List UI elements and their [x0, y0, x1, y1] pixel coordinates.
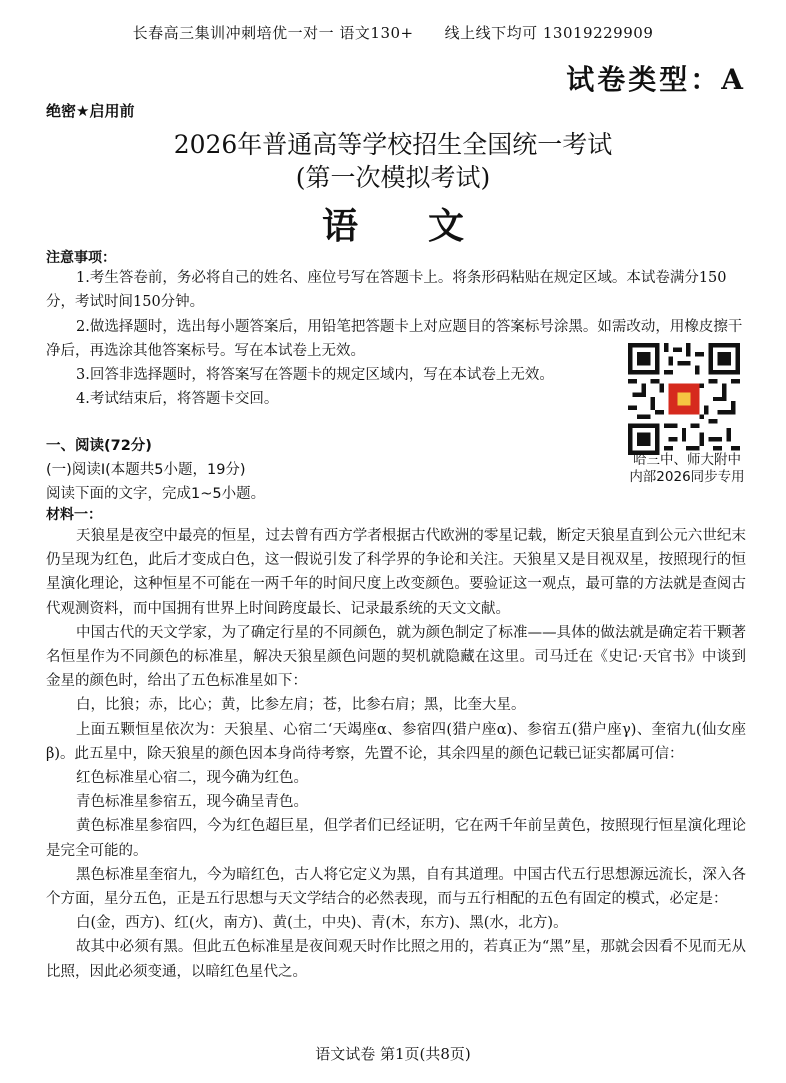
paragraph: 天狼星是夜空中最亮的恒星，过去曾有西方学者根据古代欧洲的零星记载，断定天狼星直到公元六世纪末仍呈现为红色，此后才变成白色，这一假说引发了科学界的争论和关注。天狼星又是目视双星，按照现行的恒星演化理论，这种恒星不可能在一两千年的时间尺度上改变颜色。要验证这一观点，最可靠的方法就是查阅古代观测资料，而中国拥有世界上时间跨度最长、记录最系统的天文文献。	[46, 528, 746, 617]
qr-caption	[612, 452, 762, 486]
material-label: 材料一：	[46, 507, 102, 523]
exam-title: 2026年普通高等学校招生全国统一考试	[173, 130, 613, 159]
paragraph: 红色标准星心宿二，现今确为红色。	[76, 770, 308, 787]
instruction: 阅读下面的文字，完成1~5小题。	[46, 486, 266, 502]
subject-title: 语文	[321, 205, 534, 247]
notice-item: 2.做选择题时，选出每小题答案后，用铅笔把答题卡上对应题目的答案标号涂黑。如需改动，用橡皮擦干净后，再选涂其他答案标号。写在本试卷上无效。	[46, 319, 743, 359]
paragraph: 白(金，西方)、红(火，南方)、黄(土，中央)、青(木，东方)、黑(水，北方)。	[76, 915, 568, 932]
paper-type-label: 试卷类型：A	[566, 63, 746, 96]
qr-caption-line: 内部2026同步专用	[629, 469, 745, 485]
paragraph: 青色标准星参宿五，现今确呈青色。	[76, 794, 308, 811]
paragraph: 黄色标准星参宿四，今为红色超巨星，但学者们已经证明，它在两千年前呈黄色，按照现行恒星演化理论是完全可能的。	[46, 818, 746, 859]
notice-item: 3.回答非选择题时，将答案写在答题卡的规定区域内，写在本试卷上无效。	[76, 367, 554, 383]
paragraph: 故其中必须有黑。但此五色标准星是夜间观天时作比照之用的，若真正为“黑”星，那就会因看不见而无从比照，因此必须变通，以暗红色星代之。	[46, 939, 746, 980]
article-body	[46, 524, 746, 984]
top-banner: 长春高三集训冲刺培优一对一 语文130+ 线上线下均可 13019229909	[132, 24, 654, 42]
qr-code	[628, 343, 740, 455]
paragraph: 白，比狼；赤，比心；黄，比参左肩；苍，比参右肩；黑，比奎大星。	[76, 697, 526, 714]
paragraph: 上面五颗恒星依次为：天狼星、心宿二‘天竭座α、参宿四(猎户座α)、参宿五(猎户座γ)、奎宿九(仙女座β)。此五星中，除天狼星的颜色因本身尚待考察，先置不论，其余四星的颜色记载已证实都属可信：	[46, 721, 746, 762]
subsection-heading: (一)阅读Ⅰ(本题共5小题，19分)	[46, 462, 246, 478]
exam-subtitle: (第一次模拟考试)	[295, 163, 491, 192]
section-heading: 一、阅读(72分)	[46, 438, 152, 454]
notice-item: 4.考试结束后，将答题卡交回。	[76, 391, 279, 407]
notice-heading: 注意事项：	[46, 250, 116, 266]
paragraph: 黑色标准星奎宿九，今为暗红色，古人将它定义为黑，自有其道理。中国古代五行思想源远流长，深入各个方面，星分五色，正是五行思想与天文学结合的必然表现，而与五行相配的五色有固定的模式，必定是：	[46, 866, 746, 908]
paragraph: 中国古代的天文学家，为了确定行星的不同颜色，就为颜色制定了标准——具体的做法就是确定若干颗著名恒星作为不同颜色的标准星，解决天狼星颜色问题的契机就隐藏在这里。司马迁在《史记·天官书》中谈到金星的颜色时，给出了五色标准星如下：	[46, 624, 746, 690]
confidential-mark: 绝密★启用前	[46, 102, 135, 120]
page-footer: 语文试卷 第1页(共8页)	[315, 1045, 471, 1063]
notice-item: 1.考生答卷前，务必将自己的姓名、座位号写在答题卡上。将条形码粘贴在规定区域。本试卷满分150分，考试时间150分钟。	[46, 270, 727, 310]
qr-caption-line: 哈三中、师大附中	[633, 452, 741, 468]
